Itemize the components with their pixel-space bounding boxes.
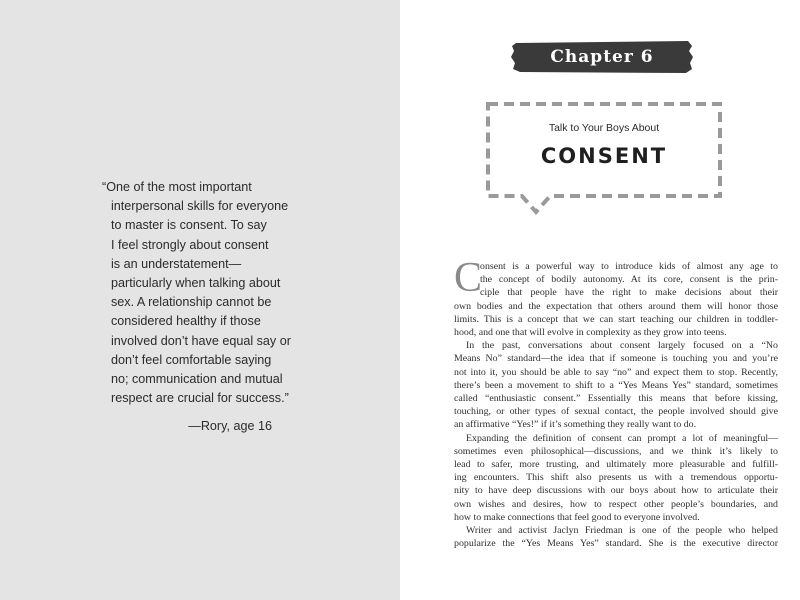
body-line: own wishes and desires, how to respect other people’s boundaries, and <box>454 498 778 510</box>
body-line: ciple that people have the right to make decisions about their <box>480 287 778 299</box>
body-line: In the past, conversations about consent largely focused on a “No <box>466 340 778 352</box>
body-line: how to make connections that feel good to everyone involved. <box>454 511 700 523</box>
body-line: there’s been a movement to shift to a “Yes Means Yes” standard, sometimes <box>454 379 778 391</box>
body-line: nity to have deep discussions with our boys about how to articulate their <box>454 485 778 497</box>
quote-line: no; communication and mutual <box>111 372 283 387</box>
body-text <box>454 255 778 550</box>
body-line: Writer and activist Jaclyn Friedman is one of the people who helped <box>466 525 778 537</box>
quote-line: I feel strongly about consent <box>111 237 269 252</box>
body-line: Expanding the definition of consent can prompt a lot of meaningful— <box>466 432 778 444</box>
body-line: not into it, you should be able to say “no” and expect them to stop. Recently, <box>454 366 778 378</box>
quote-line: considered healthy if those <box>111 314 261 329</box>
chapter-subtitle: Talk to Your Boys About <box>548 122 660 134</box>
body-line: the concept of bodily autonomy. At its core, consent is the prin- <box>480 274 778 286</box>
pull-quote <box>102 178 302 437</box>
quote-line: sex. A relationship cannot be <box>111 295 272 310</box>
body-line: lead to safer, more trusting, and ultimately more pleasurable and fulfill- <box>454 459 778 471</box>
body-line: popularize the “Yes Means Yes” standard. She is the executive director <box>454 538 778 550</box>
body-line: ing encounters. This shift also presents us with a tremendous opportu- <box>454 472 778 484</box>
drop-cap: C <box>454 255 483 301</box>
body-line: called “enthusiastic consent.” Essentially this means that before kissing, <box>454 393 778 405</box>
body-line: onsent is a powerful way to introduce kids of almost any age to <box>480 261 778 272</box>
body-line: Means No” standard—the idea that if someone is touching you and you’re <box>454 353 778 365</box>
quote-line: is an understatement— <box>111 256 242 271</box>
chapter-banner <box>510 40 694 74</box>
body-line: limits. This is a concept that we can start teaching our children in toddler- <box>454 313 778 325</box>
body-line: hood, and one that will evolve in complexity as they grow into teens. <box>454 327 727 339</box>
quote-attribution: —Rory, age 16 <box>188 419 272 434</box>
body-line: sometimes even philosophical—discussions, and we think it’s likely to <box>454 445 778 457</box>
quote-line: “One of the most important <box>102 180 252 194</box>
quote-line: to master is consent. To say <box>111 218 267 233</box>
chapter-title-callout <box>484 100 724 220</box>
body-line: own bodies and the expectation that others around them will honor those <box>454 300 778 312</box>
body-line: an affirmative “Yes!” if it’s something they really want to do. <box>454 419 697 431</box>
body-line: touching, or other types of sexual contact, the people involved should give <box>454 406 778 418</box>
chapter-title: CONSENT <box>540 144 668 168</box>
quote-line: particularly when talking about <box>111 276 281 291</box>
quote-line: involved don’t have equal say or <box>111 333 291 348</box>
quote-line: don’t feel comfortable saying <box>111 352 272 367</box>
chapter-label: Chapter 6 <box>550 47 654 67</box>
quote-line: interpersonal skills for everyone <box>111 199 289 214</box>
quote-line: respect are crucial for success.” <box>111 391 289 406</box>
